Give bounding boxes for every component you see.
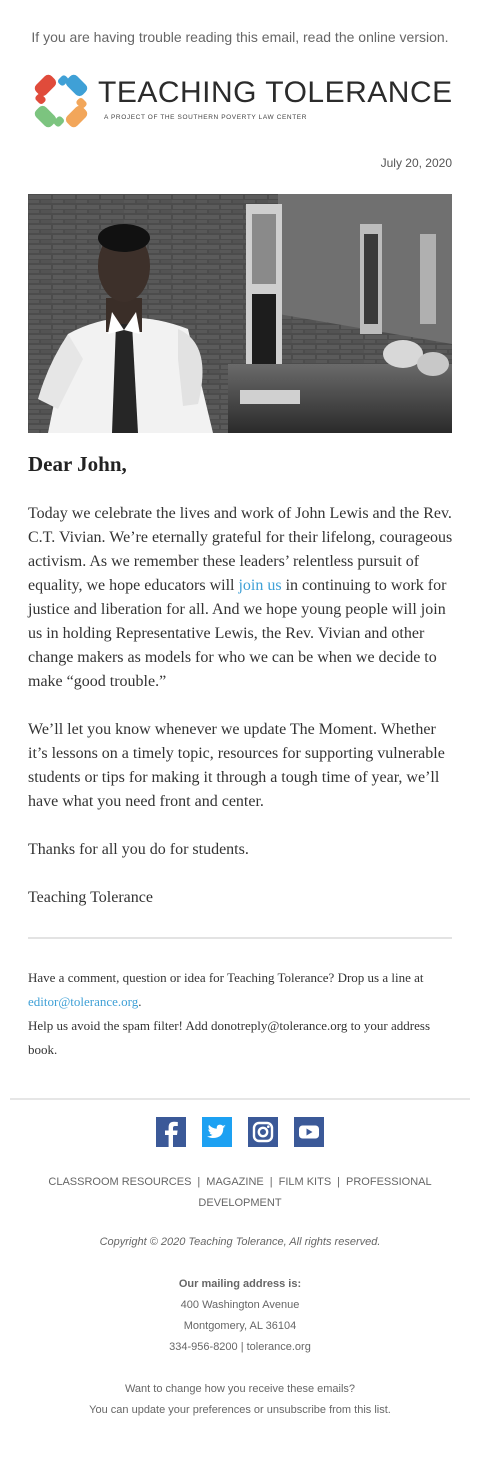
comment-note [28,966,452,1014]
email-date: July 20, 2020 [380,156,452,170]
preferences-action[interactable]: You can update your preferences or unsubscribe from this list. [89,1404,391,1416]
footer-link-classroom-resources[interactable]: CLASSROOM RESOURCES [48,1176,192,1188]
divider [28,937,452,939]
logo-title: TEACHING TOLERANCE [98,76,453,109]
link-separator: | [337,1176,341,1188]
comment-text: Have a comment, question or idea for Teaching Tolerance? Drop us a line at [28,970,424,985]
body-paragraph-3: Thanks for all you do for students. [28,841,249,858]
spam-note: Help us avoid the spam filter! Add donotreply@tolerance.org to your address book. [28,1018,430,1057]
facebook-icon[interactable] [156,1117,186,1147]
mailing-phone-site[interactable]: 334-956-8200 | tolerance.org [169,1341,311,1353]
signature: Teaching Tolerance [28,889,153,906]
preferences-question: Want to change how you receive these emails? [124,1383,356,1395]
join-us-link[interactable]: join us [238,577,282,594]
p1-text-after: in continuing to work for justice and liberation for all. And we hope young people will join us in holding Representative Lewis, the Rev. Vivian and other change makers as models for who we can be when we decide to make “good trouble.” [28,577,447,690]
mailing-address [0,1274,480,1358]
mailing-label: Our mailing address is: [178,1278,302,1290]
comment-period: . [138,994,142,1009]
teaching-tolerance-logo[interactable] [28,68,453,136]
body-paragraph-1 [28,502,456,694]
footer-link-film-kits[interactable]: FILM KITS [278,1176,332,1188]
body-paragraph-2: We’ll let you know whenever we update The Moment. Whether it’s lessons on a timely topic, resources for supporting vulnerable students or tips for making it through a tough time of year, we’ll have what you need front and center. [28,721,445,810]
preferences-note [0,1379,480,1421]
footer-divider [10,1098,470,1100]
link-separator: | [197,1176,201,1188]
mailing-city: Montgomery, AL 36104 [183,1320,297,1332]
hands-logo-icon [28,68,94,134]
link-separator: | [269,1176,273,1188]
footer-link-professional-development[interactable]: PROFESSIONAL DEVELOPMENT [198,1176,432,1209]
twitter-icon[interactable] [202,1117,232,1147]
footer-nav [40,1172,440,1214]
copyright: Copyright © 2020 Teaching Tolerance, All rights reserved. [99,1236,381,1248]
instagram-icon[interactable] [248,1117,278,1147]
p1-text-before: Today we celebrate the lives and work of John Lewis and the Rev. C.T. Vivian. We’re eternally grateful for their lifelong, courageous activism. As we remember these leaders’ relentless pursuit of equality, we hope educators will [28,505,453,594]
hero-photo [28,194,452,433]
mailing-street: 400 Washington Avenue [180,1299,300,1311]
trouble-reading-notice[interactable]: If you are having trouble reading this email, read the online version. [31,29,449,45]
youtube-icon[interactable] [294,1117,324,1147]
footer-link-magazine[interactable]: MAGAZINE [206,1176,264,1188]
editor-email-link[interactable]: editor@tolerance.org [28,994,139,1009]
logo-subtitle: A PROJECT OF THE SOUTHERN POVERTY LAW CENTER [104,114,308,121]
greeting: Dear John, [28,452,127,476]
social-links [0,1117,480,1147]
